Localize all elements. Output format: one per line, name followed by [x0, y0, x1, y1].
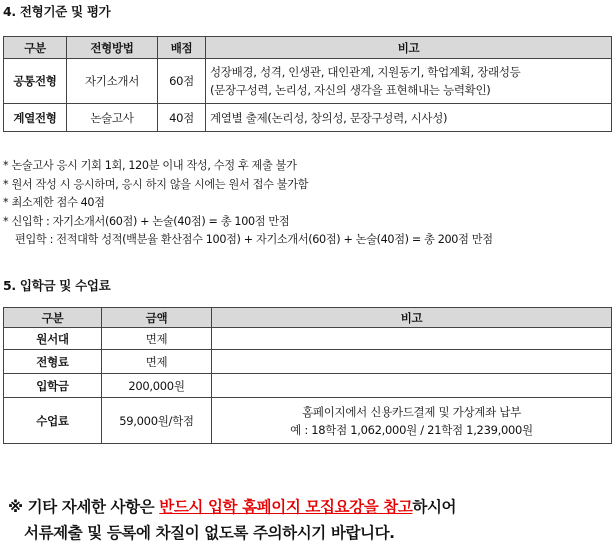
- header-category: 구분: [4, 37, 67, 59]
- table-row: [4, 350, 612, 374]
- note-item: * 최소제한 점수 40점: [3, 196, 105, 209]
- notes-list: [3, 157, 611, 250]
- row-category: 원서대: [4, 328, 102, 350]
- footer-line-2: 서류제출 및 등록에 차질이 없도록 주의하시기 바랍니다.: [24, 524, 395, 542]
- header-amount: 금액: [102, 308, 212, 328]
- note-item: * 논술고사 응시 기회 1회, 120분 이내 작성, 수정 후 제출 불가: [3, 159, 297, 172]
- row-category: 계열전형: [4, 104, 67, 132]
- row-amount: 면제: [102, 350, 212, 374]
- note-item: 편입학 : 전적대학 성적(백분율 환산점수 100점) + 자기소개서(60점) + 논술(40점) = 총 200점 만점: [15, 233, 493, 246]
- row-note: [212, 328, 612, 350]
- header-score: 배점: [158, 37, 206, 59]
- table-header-row: [4, 37, 612, 59]
- footer-line-1: [8, 494, 608, 520]
- header-method: 전형방법: [67, 37, 158, 59]
- footer-suffix: 하시어: [412, 498, 457, 516]
- header-note: 비고: [212, 308, 612, 328]
- row-note-line: (문장구성력, 논리성, 자신의 생각을 표현해내는 능력확인): [210, 83, 491, 97]
- row-note-line: 성장배경, 성격, 인생관, 대인관계, 지원동기, 학업계획, 장래성등: [210, 65, 521, 79]
- table-row: [4, 374, 612, 398]
- row-method: 논술고사: [67, 104, 158, 132]
- row-method: 자기소개서: [67, 59, 158, 104]
- note-item: * 신입학 : 자기소개서(60점) + 논술(40점) = 총 100점 만점: [3, 214, 290, 228]
- row-note-line: 예 : 18학점 1,062,000원 / 21학점 1,239,000원: [290, 422, 533, 437]
- header-category: 구분: [4, 308, 102, 328]
- table-row: [4, 328, 612, 350]
- row-category: 전형료: [4, 350, 102, 374]
- footer-emphasis: 반드시 입학 홈페이지 모집요강을 참고: [159, 498, 413, 516]
- row-note: [212, 398, 612, 444]
- row-score: 60점: [158, 59, 206, 104]
- note-item: * 원서 작성 시 응시하며, 응시 하지 않을 시에는 원서 접수 불가함: [3, 177, 309, 191]
- row-amount: 59,000원/학점: [102, 398, 212, 444]
- table-row: [4, 104, 612, 132]
- tuition-table: [3, 307, 612, 444]
- table-row: [4, 59, 612, 104]
- section-4-title: 4. 전형기준 및 평가: [3, 4, 111, 19]
- table-header-row: [4, 308, 612, 328]
- row-note: 계열별 출제(논리성, 창의성, 문장구성력, 시사성): [206, 104, 612, 132]
- row-score: 40점: [158, 104, 206, 132]
- row-category: 수업료: [4, 398, 102, 444]
- row-category: 공통전형: [4, 59, 67, 104]
- section-5-title: 5. 입학금 및 수업료: [3, 278, 111, 293]
- row-amount: 200,000원: [102, 374, 212, 398]
- row-note: [212, 374, 612, 398]
- table-row: [4, 398, 612, 444]
- row-note: [206, 59, 612, 104]
- evaluation-table: [3, 36, 612, 132]
- header-note: 비고: [206, 37, 612, 59]
- row-note: [212, 350, 612, 374]
- row-amount: 면제: [102, 328, 212, 350]
- row-note-line: 홈페이지에서 신용카드결제 및 가상계좌 납부: [302, 404, 521, 419]
- footer-prefix: ※ 기타 자세한 사항은: [8, 498, 160, 516]
- footer-notice: [8, 494, 608, 546]
- row-category: 입학금: [4, 374, 102, 398]
